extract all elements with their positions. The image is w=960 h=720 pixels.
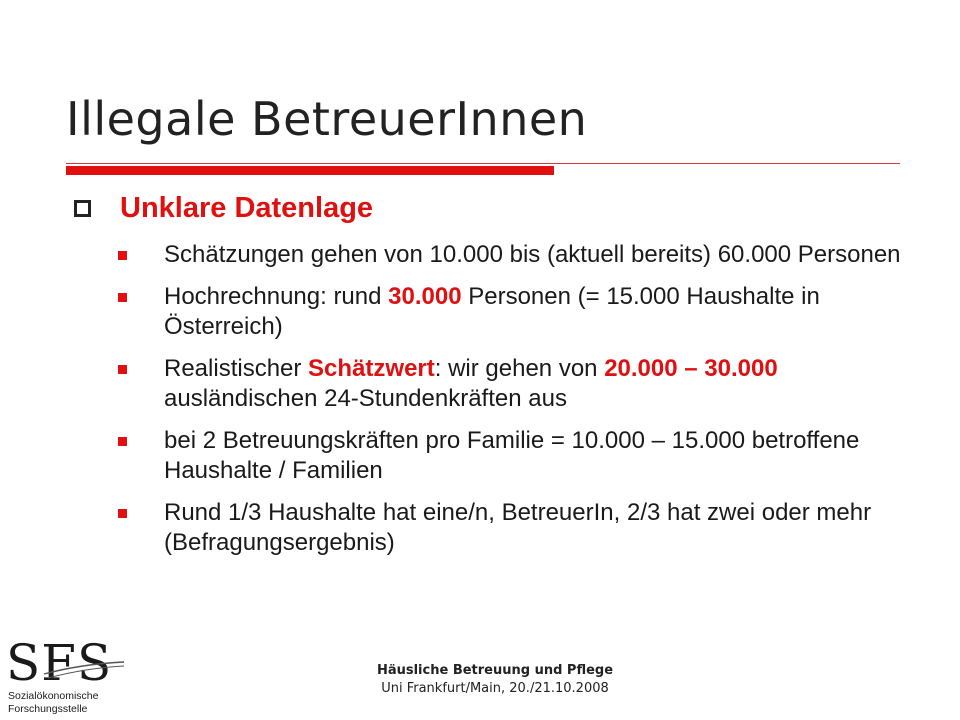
bullet-item — [118, 498, 908, 558]
slide-title: Illegale BetreuerInnen — [66, 92, 588, 146]
square-bullet-icon — [118, 293, 127, 302]
footer-title: Häusliche Betreuung und Pflege — [376, 663, 614, 678]
bullet-text — [164, 426, 908, 486]
logo-swoosh-icon — [42, 660, 126, 682]
highlighted-value: Schätzwert — [308, 355, 435, 382]
bullet-text-run: Rund 1/3 Haushalte hat eine/n, BetreuerIn, 2/3 hat zwei oder mehr (Befragungsergebnis) — [164, 499, 872, 556]
logo-subtitle — [8, 690, 98, 716]
logo-subtitle-line1: Sozialökonomische — [8, 690, 99, 702]
square-bullet-icon — [118, 251, 127, 260]
bullet-text-run: ausländischen 24-Stundenkräften aus — [164, 385, 567, 412]
logo-letters: SFS — [6, 634, 113, 692]
logo-subtitle-line2: Forschungsstelle — [8, 703, 88, 715]
footer-event: Uni Frankfurt/Main, 20./21.10.2008 — [381, 681, 609, 696]
section-heading-row — [74, 192, 373, 225]
bullet-text — [164, 282, 908, 342]
square-bullet-icon — [118, 437, 127, 446]
bullet-text — [164, 240, 908, 270]
bullet-list — [118, 240, 908, 570]
highlighted-value: 20.000 – 30.000 — [604, 355, 778, 382]
bullet-item — [118, 426, 908, 486]
title-underline-thick — [66, 166, 554, 175]
square-bullet-icon — [118, 365, 127, 374]
title-underline-thin — [66, 163, 900, 164]
bullet-item — [118, 354, 908, 414]
hollow-square-bullet-icon — [74, 200, 91, 217]
bullet-text-run: Schätzungen gehen von 10.000 bis (aktuell bereits) 60.000 Personen — [164, 241, 901, 268]
bullet-text-run: : wir gehen von — [434, 355, 605, 382]
square-bullet-icon — [118, 509, 127, 518]
bullet-item — [118, 240, 908, 270]
bullet-text-run: Personen (= 15.000 Haushalte in Österreich) — [164, 283, 820, 340]
bullet-text — [164, 354, 908, 414]
bullet-text-run: Realistischer — [164, 355, 309, 382]
section-heading: Unklare Datenlage — [120, 192, 374, 224]
highlighted-value: 30.000 — [388, 283, 462, 310]
bullet-text-run: bei 2 Betreuungskräften pro Familie = 10.000 – 15.000 betroffene Haushalte / Familien — [164, 427, 860, 484]
sfs-logo — [6, 634, 126, 718]
bullet-text-run: Hochrechnung: rund — [164, 283, 389, 310]
bullet-text — [164, 498, 908, 558]
bullet-item — [118, 282, 908, 342]
